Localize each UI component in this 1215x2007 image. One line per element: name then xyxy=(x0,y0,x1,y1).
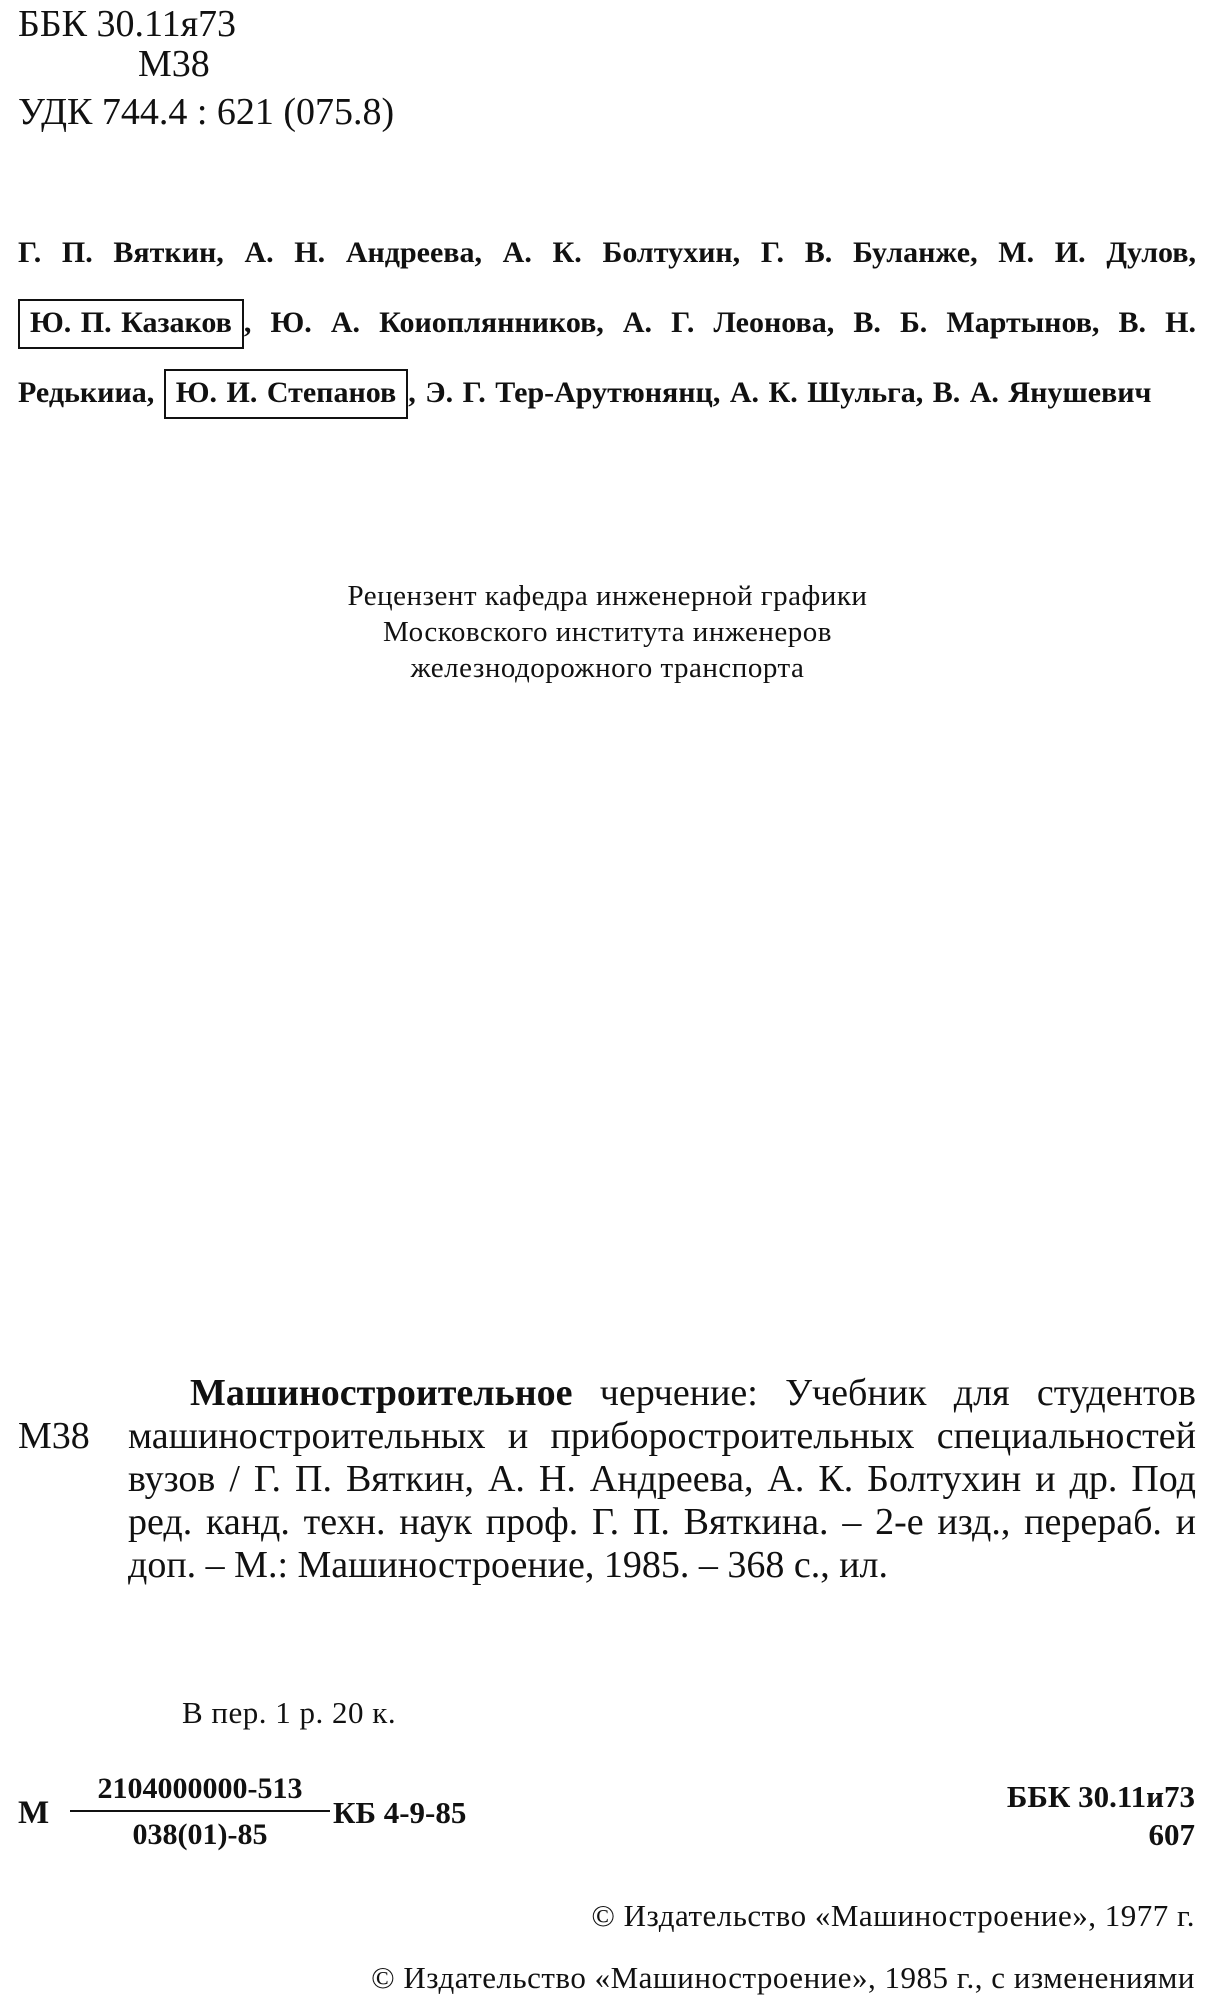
reviewer-line-2: Московского института инженеров xyxy=(383,616,832,648)
bbk-right-line-1: ББК 30.11и73 xyxy=(1006,1779,1195,1814)
biblio-text: черчение: Учебник для студентов машиностроительных и приборостроительных специальностей вузов / Г. П. Вяткин, А. Н. Андреева, А. К. Болтухин и др. Под ред. канд. техн. наук проф. Г. П. Вяткина. – 2-е изд., перераб. и доп. – М.: Машиностроение, 1985. – 368 с., ил. xyxy=(128,1372,1196,1586)
index-denominator: 038(01)-85 xyxy=(132,1818,268,1851)
reviewer-line-3: железнодорожного транспорта xyxy=(410,652,805,684)
author-boxed-kazakov: Ю. П. Казаков xyxy=(18,299,244,349)
authors-part-3: , Э. Г. Тер-Арутюнянц, А. К. Шульга, В. А. Янушевич xyxy=(408,376,1152,409)
price: В пер. 1 р. 20 к. xyxy=(182,1695,397,1730)
udk-code: УДК 744.4 : 621 (075.8) xyxy=(18,91,395,133)
authors-list xyxy=(18,218,1196,428)
index-numerator: 2104000000-513 xyxy=(97,1772,303,1805)
bbk-right-line-2: 607 xyxy=(1148,1817,1195,1852)
authors-part-2: , Ю. А. Коиоплянников, А. Г. Леонова, В. Б. Мартынов, В. Н. Редькииа, xyxy=(18,306,1196,409)
author-mark: М38 xyxy=(138,43,210,85)
copyright-1985: © Издательство «Машиностроение», 1985 г., с изменениями xyxy=(371,1960,1195,1995)
fraction-bar xyxy=(70,1810,330,1812)
biblio-title: Машиностроительное xyxy=(190,1372,573,1414)
index-kb: КБ 4-9-85 xyxy=(333,1795,467,1830)
index-prefix: М xyxy=(18,1795,50,1831)
index-fraction xyxy=(70,1770,330,1854)
reviewer-block xyxy=(0,578,1215,686)
reviewer-line-1: Рецензент кафедра инженерной графики xyxy=(347,580,868,612)
author-boxed-stepanov: Ю. И. Степанов xyxy=(164,369,408,419)
bbk-code: ББК 30.11я73 xyxy=(18,3,237,45)
bbk-right xyxy=(1007,1778,1195,1854)
bibliographic-description xyxy=(128,1372,1196,1587)
biblio-author-mark: М38 xyxy=(18,1415,90,1457)
authors-part-1: Г. П. Вяткин, А. Н. Андреева, А. К. Болтухин, Г. В. Буланже, М. И. Дулов, xyxy=(18,236,1196,269)
copyright-1977: © Издательство «Машиностроение», 1977 г. xyxy=(591,1898,1195,1933)
